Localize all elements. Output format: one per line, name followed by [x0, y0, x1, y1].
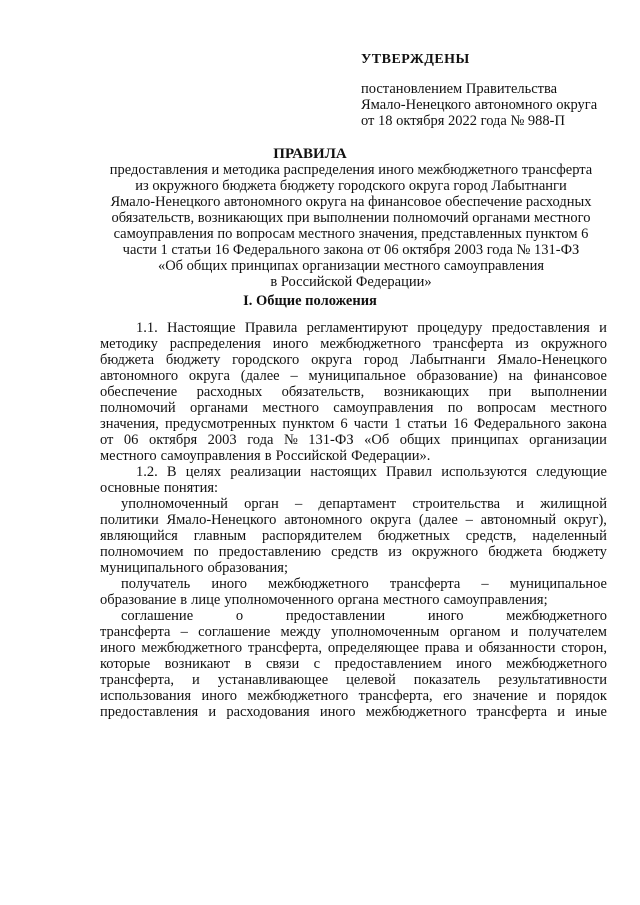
body-word: бюджету [552, 544, 607, 560]
body-word: межбюджетного [506, 608, 607, 624]
body-line [100, 672, 607, 688]
body-line [100, 560, 607, 576]
body-line [100, 704, 607, 720]
body-word: иного [427, 608, 464, 624]
document-title: ПРАВИЛА [273, 146, 347, 162]
approval-line: от 18 октября 2022 года № 988-П [361, 113, 565, 129]
body-word: межбюджетного [320, 336, 422, 352]
body-word: предоставлении [285, 608, 386, 624]
body-word: его [443, 688, 463, 704]
body-word: автономного [100, 368, 179, 384]
body-word: иного [319, 704, 356, 720]
body-word: округа [370, 512, 412, 528]
body-word: значение [472, 688, 528, 704]
body-line [100, 320, 607, 336]
body-word: иного [201, 688, 238, 704]
body-word: из [515, 336, 529, 352]
body-word: образования; [207, 560, 288, 576]
body-word: бюджетных [377, 528, 450, 544]
body-word: образование) [416, 368, 498, 384]
body-word: 06 [123, 432, 139, 448]
body-word: муниципального [100, 560, 204, 576]
body-word: процедуру [417, 320, 483, 336]
body-word: «Об [364, 432, 390, 448]
body-word: трансферта, [247, 640, 323, 656]
body-word: года [247, 432, 274, 448]
body-word: целях [185, 464, 222, 480]
subtitle-line: предоставления и методика распределения иного межбюджетного трансферта [109, 162, 593, 178]
body-word: 16 [453, 416, 468, 432]
body-word: местного [100, 448, 157, 464]
body-line [100, 336, 607, 352]
approval-line: постановлением Правительства [361, 81, 558, 97]
body-word: уполномоченного [224, 592, 334, 608]
body-word: – [290, 368, 298, 384]
body-word: принципах [451, 432, 519, 448]
body-word: трансферта, [100, 672, 175, 688]
body-line [100, 352, 607, 368]
body-word: и [465, 640, 473, 656]
body-word: – [180, 624, 188, 640]
body-word: использования [100, 688, 192, 704]
body-word: город [363, 352, 399, 368]
body-word: возникающих [383, 384, 470, 400]
body-word: определяющее [327, 640, 419, 656]
body-word: целевой [346, 672, 396, 688]
body-line [100, 576, 607, 592]
body-word: межбюджетного [247, 688, 349, 704]
body-word: окружного [411, 544, 479, 560]
body-word: вопросам [477, 400, 536, 416]
body-word: распределения [169, 336, 261, 352]
body-word: уполномоченный [121, 496, 228, 512]
body-word: 6 [340, 416, 348, 432]
body-line [100, 496, 607, 512]
body-word: понятия: [163, 480, 219, 496]
body-word: и [557, 704, 566, 720]
body-word: 1.2. [136, 464, 158, 480]
body-word: которые [100, 656, 151, 672]
body-line [100, 624, 607, 640]
body-word: округа [188, 368, 230, 384]
body-word: следующие [536, 464, 607, 480]
body-word: № [283, 432, 298, 448]
body-word: уполномоченным [331, 624, 440, 640]
body-word: местного [550, 400, 607, 416]
body-word: соглашение [198, 624, 271, 640]
subtitle-line: обязательств, возникающих при выполнении полномочий органами местного [111, 210, 591, 226]
body-word: политики [100, 512, 159, 528]
body-line [100, 640, 607, 656]
body-word: главным [193, 528, 247, 544]
body-word: (далее [418, 512, 458, 528]
body-word: трансферта [432, 336, 504, 352]
body-word: регламентируют [306, 320, 408, 336]
body-word: – [294, 496, 303, 512]
body-word: Федерального [473, 416, 561, 432]
body-word: строительства [412, 496, 501, 512]
body-word: Настоящие [167, 320, 236, 336]
body-line [100, 544, 607, 560]
body-word: показатель [413, 672, 481, 688]
body-word: 1.1. [136, 320, 158, 336]
body-word: являющийся [100, 528, 178, 544]
body-word: предоставления [100, 704, 199, 720]
body-word: с [313, 656, 321, 672]
body-line [100, 400, 607, 416]
subtitle-line: «Об общих принципах организации местного самоуправления [157, 258, 545, 274]
body-word: бюджета [488, 544, 543, 560]
body-word: получателем [528, 624, 607, 640]
body-line [100, 416, 607, 432]
subtitle-line: Ямало-Ненецкого автономного округа на финансовое обеспечение расходных [110, 194, 592, 210]
body-word: из [388, 544, 402, 560]
body-word: Федерации». [351, 448, 431, 464]
body-word: предоставления [491, 320, 590, 336]
body-word: сторон, [561, 640, 607, 656]
body-word: используются [441, 464, 527, 480]
body-word: Российской [275, 448, 348, 464]
body-line [100, 592, 607, 608]
body-word: образование [100, 592, 177, 608]
body-word: права [424, 640, 460, 656]
body-line [100, 608, 607, 624]
approval-heading: УТВЕРЖДЕНЫ [361, 52, 470, 67]
document-subtitle [92, 162, 610, 290]
subtitle-line: части 1 статьи 16 Федерального закона от 06 октября 2003 года № 131-ФЗ [122, 242, 580, 258]
body-word: иного [456, 656, 492, 672]
body-word: устанавливающее [217, 672, 329, 688]
body-word: бюджету [165, 352, 221, 368]
body-word: обязанности [478, 640, 556, 656]
body-word: между [280, 624, 321, 640]
body-line [100, 384, 607, 400]
body-line [100, 368, 607, 384]
body-word: межбюджетного [365, 704, 467, 720]
body-word: бюджета [100, 352, 155, 368]
body-word: финансовое [533, 368, 607, 384]
body-line [100, 512, 607, 528]
body-word: пунктом [282, 416, 335, 432]
body-word: возникают [164, 656, 231, 672]
body-word: в [180, 592, 188, 608]
body-word: органа [337, 592, 379, 608]
body-word: межбюджетного [141, 640, 243, 656]
body-word: о [235, 608, 244, 624]
body-word: и [599, 320, 607, 336]
subtitle-line: самоуправления по вопросам местного значения, представленных пунктом 6 [113, 226, 589, 242]
body-word: закона [566, 416, 607, 432]
body-word: основные [100, 480, 160, 496]
body-word: и [516, 496, 525, 512]
body-word: (далее [240, 368, 280, 384]
body-word: Лабытнанги [409, 352, 486, 368]
body-word: обязательств, [281, 384, 365, 400]
body-word: орган [244, 496, 279, 512]
body-word: трансферта [389, 576, 461, 592]
body-word: результативности [498, 672, 607, 688]
subtitle-line: из окружного бюджета бюджету городского округа город Лабытнанги [135, 178, 567, 194]
body-word: городского [232, 352, 300, 368]
body-word: распорядителем [262, 528, 362, 544]
body-word: порядок [556, 688, 607, 704]
body-line [100, 480, 607, 496]
body-word: средств [331, 544, 379, 560]
body-word: статьи [407, 416, 448, 432]
body-word: департамент [318, 496, 397, 512]
body-word: округа [311, 352, 353, 368]
body-word: наделенный [532, 528, 607, 544]
body-word: 1 [394, 416, 402, 432]
body-word: предоставлению [218, 544, 322, 560]
body-word: лице [191, 592, 221, 608]
body-word: при [488, 384, 512, 400]
body-word: самоуправления [333, 400, 434, 416]
body-word: – [481, 576, 489, 592]
document-body [100, 320, 607, 720]
body-word: жилищной [540, 496, 607, 512]
body-word: и [208, 704, 217, 720]
body-word: Ямало-Ненецкого [497, 352, 607, 368]
body-word: полномочием [100, 544, 184, 560]
body-word: межбюджетного [268, 576, 369, 592]
body-word: выполнении [530, 384, 607, 400]
body-word: – [465, 512, 473, 528]
body-word: местного [382, 592, 440, 608]
body-word: органами [190, 400, 249, 416]
body-word: местного [262, 400, 319, 416]
body-word: и [192, 672, 200, 688]
body-word: общих [399, 432, 441, 448]
body-word: части [353, 416, 388, 432]
body-line [100, 688, 607, 704]
body-word: октября [148, 432, 198, 448]
body-word: от [100, 432, 114, 448]
body-word: соглашение [121, 608, 194, 624]
body-word: иного [272, 336, 309, 352]
body-word: самоуправления [160, 448, 261, 464]
body-word: трансферта [476, 704, 548, 720]
body-word: автономного [284, 512, 363, 528]
body-word: окружного [540, 336, 607, 352]
body-word: по [193, 544, 209, 560]
body-line [100, 528, 607, 544]
body-word: методику [100, 336, 158, 352]
body-word: по [447, 400, 463, 416]
body-word: иного [211, 576, 247, 592]
body-word: 131-ФЗ [308, 432, 354, 448]
body-word: полномочий [100, 400, 176, 416]
body-word: иного [100, 640, 136, 656]
body-word: муниципальное [308, 368, 406, 384]
section-heading: I. Общие положения [243, 293, 377, 309]
body-line [100, 464, 607, 480]
body-word: значения, [100, 416, 159, 432]
body-word: настоящих [310, 464, 377, 480]
body-word: в [264, 448, 272, 464]
body-word: и [538, 688, 546, 704]
subtitle-line: в Российской Федерации» [270, 274, 432, 290]
body-word: Правил [386, 464, 433, 480]
body-word: реализации [230, 464, 302, 480]
body-word: органом [449, 624, 501, 640]
body-word: автономный [480, 512, 557, 528]
body-word: межбюджетного [506, 656, 607, 672]
body-word: организации [529, 432, 607, 448]
body-word: получатель [121, 576, 191, 592]
body-word: на [508, 368, 523, 384]
body-word: и [510, 624, 519, 640]
body-word: Правила [244, 320, 298, 336]
body-word: предусмотренных [164, 416, 277, 432]
body-word: связи [265, 656, 300, 672]
body-word: обеспечение [100, 384, 178, 400]
body-word: Ямало-Ненецкого [166, 512, 277, 528]
body-word: иные [575, 704, 607, 720]
body-word: расходных [196, 384, 263, 400]
body-word: средств, [465, 528, 517, 544]
body-word: В [166, 464, 177, 480]
body-line [100, 432, 607, 448]
body-word: расходования [226, 704, 310, 720]
body-word: предоставлением [334, 656, 442, 672]
body-line [100, 448, 607, 464]
approval-line: Ямало-Ненецкого автономного округа [361, 97, 598, 113]
body-word: самоуправления; [443, 592, 548, 608]
body-word: в [244, 656, 252, 672]
body-word: 2003 [207, 432, 237, 448]
body-word: трансферта, [358, 688, 433, 704]
approval-stamp [361, 52, 621, 129]
body-word: муниципальное [509, 576, 607, 592]
body-line [100, 656, 607, 672]
body-word: округ), [563, 512, 607, 528]
body-word: трансферта [100, 624, 171, 640]
